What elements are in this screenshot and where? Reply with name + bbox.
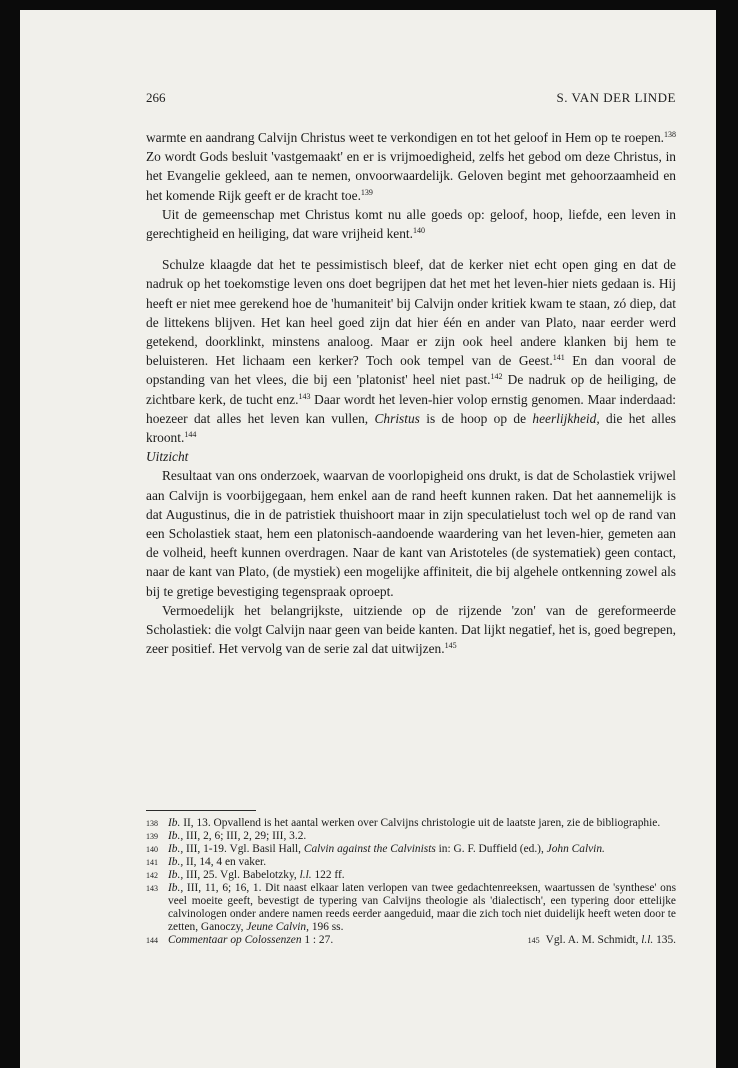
footnote-row bbox=[146, 934, 676, 947]
footnote-separator bbox=[146, 810, 256, 811]
footnote-ref[interactable]: 144 bbox=[184, 430, 197, 440]
footnote: 143 Ib., III, 11, 6; 16, 1. Dit naast elkaar laten verlopen van twee gedachtenreeksen, waartussen de 'synthese' ons veel moeite geeft, bevestigt de typering van Calvijns theologie als 'dialectisch', een typering door ettelijke calvinologen onder andere namen reeds eerder aangeduid, maar die zich toch niet duidelijk heeft weten door te zetten, Ganoczy, Jeune Calvin, 196 ss. bbox=[146, 882, 676, 933]
footnotes bbox=[146, 800, 676, 947]
section-heading: Uitzicht bbox=[146, 449, 189, 465]
running-title: S. VAN DER LINDE bbox=[556, 90, 676, 105]
footnote: 139 Ib., III, 2, 6; III, 2, 29; III, 3.2. bbox=[146, 830, 307, 842]
footnote-ref[interactable]: 140 bbox=[412, 226, 425, 236]
footnote: 145 Vgl. A. M. Schmidt, l.l. 135. bbox=[527, 934, 676, 946]
paragraph: Schulze klaagde dat het te pessimistisch bleef, dat de kerker niet echt open ging en dat de nadruk op het toekomstige leven ons doet begrijpen dat het met het leven-hier niets gedaan is. Hij heeft er niet mee gerekend hoe de 'humaniteit' bij Calvijn onder kritiek kwam te staan, zó diep, dat de littekens blijven. Het kan heel goed zijn dat hier één en ander van Plato, naar eerder werd getekend, doorklinkt, minstens analoog. Maar er zijn ook heel andere klanken bij hem te beluisteren. Het lichaam een kerker? Toch ook tempel van de Geest.$^{141}$ En dan vooral de opstanding van het vlees, die bij een 'platonist' heel niet past.$^{142}$ De nadruk op de heiliging, de zichtbare kerk, de tucht enz.$^{143}$ Daar wordt het leven-hier volop ernstig genomen. Maar inderdaad: hoezeer dat alles het leven kan vullen, Christus is de hoop op de heerlijkheid, die het alles kroont.$^{144}$ bbox=[146, 257, 676, 446]
footnote: 144 Commentaar op Colossenzen 1 : 27. bbox=[146, 934, 334, 946]
footnote: 141 Ib., II, 14, 4 en vaker. bbox=[146, 856, 267, 868]
footnote-ref[interactable]: 138 bbox=[664, 130, 676, 139]
paragraph: Uit de gemeenschap met Christus komt nu alle goeds op: geloof, hoop, liefde, een leven in gerechtigheid en heiliging, dat ware vrijheid kent.$^{140}$ bbox=[146, 206, 676, 242]
footnote-ref[interactable]: 142 bbox=[490, 372, 503, 382]
footnote-ref[interactable]: 141 bbox=[552, 353, 565, 363]
footnote: 140 Ib., III, 1-19. Vgl. Basil Hall, Calvin against the Calvinists in: G. F. Duffield (ed.), John Calvin. bbox=[146, 843, 605, 855]
document-page bbox=[20, 10, 716, 1068]
footnote: 138 Ib. II, 13. Opvallend is het aantal werken over Calvijns christologie uit de laatste jaren, zie de bibliographie. bbox=[146, 817, 661, 829]
paragraph: Vermoedelijk het belangrijkste, uitziende op de rijzende 'zon' van de gereformeerde Scholastiek: die volgt Calvijn naar geen van beide kanten. Dat lijkt negatief, het is, goed begrepen, zeer positief. Het vervolg van de serie zal dat uitwijzen.$^{145}$ bbox=[146, 602, 676, 657]
footnote-ref[interactable]: 145 bbox=[444, 641, 457, 651]
paragraph: warmte en aandrang Calvijn Christus weet te verkondigen en tot het geloof in Hem op te roepen.$^{138}$ Zo wordt Gods besluit 'vastgemaakt' en er is vrijmoedigheid, zelfs het gebod om deze Christus, in het Evangelie gekleed, aan te nemen, onvoorwaardelijk. Geloven begint met gehoorzaamheid en het komende Rijk geeft er de kracht toe.$^{139}$ bbox=[146, 130, 676, 203]
paragraph: Resultaat van ons onderzoek, waarvan de voorlopigheid ons drukt, is dat de Scholastiek vrijwel aan Calvijn is voorbijgegaan, hem enkel aan de rand heeft kunnen raken. Dat het aannemelijk is dat Augustinus, die in de patristiek thuishoort maar in zijn speculatielust toch wel op de rand van een Scholastiek staat, hem een platonisch-aandoende waardering van het leven-hier, gemeten aan de volheid, heeft kunnen overdragen. Naar de kant van Aristoteles (de systematiek) geen contact, naar de kant van Plato, (de mystiek) een mogelijke affiniteit, die bij algehele ontkenning zowel als bij te gretige bevestiging tegenspraak oproept. bbox=[146, 468, 676, 599]
body-text bbox=[146, 128, 676, 658]
page-number: 266 bbox=[146, 90, 166, 105]
footnote-ref[interactable]: 143 bbox=[298, 391, 311, 401]
footnote-ref[interactable]: 139 bbox=[360, 187, 373, 197]
footnote: 142 Ib., III, 25. Vgl. Babelotzky, l.l. 122 ff. bbox=[146, 869, 345, 881]
